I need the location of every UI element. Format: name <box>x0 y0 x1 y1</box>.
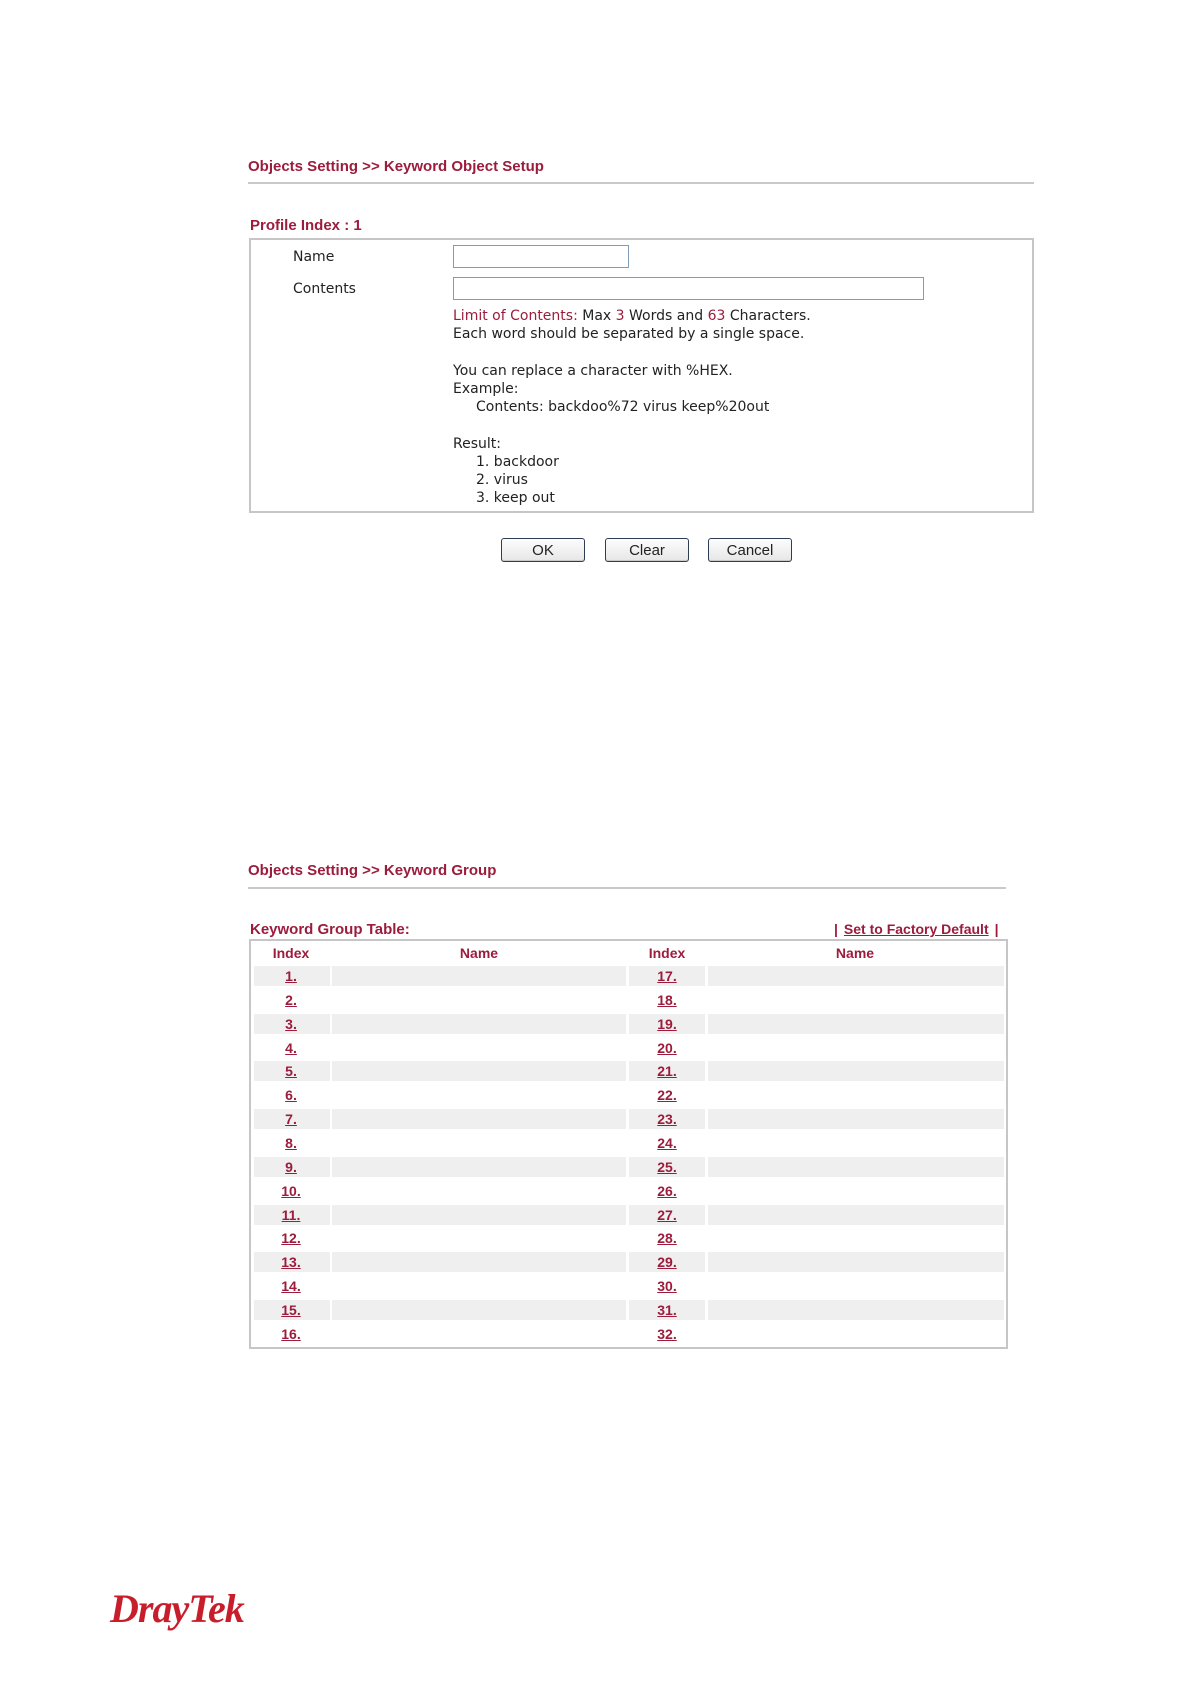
name-cell <box>708 1157 1004 1177</box>
hex-note: You can replace a character with %HEX. <box>453 363 733 379</box>
example-contents: Contents: backdoo%72 virus keep%20out <box>476 399 770 415</box>
group-index-link[interactable]: 4. <box>285 1039 297 1056</box>
ok-button[interactable]: OK <box>501 538 585 562</box>
limit-max-text: Max <box>582 308 612 324</box>
separator-note: Each word should be separated by a single space. <box>453 326 805 342</box>
name-cell <box>708 1061 1004 1081</box>
group-index-link[interactable]: 6. <box>285 1087 297 1104</box>
result-item: 2. virus <box>476 472 528 488</box>
name-cell <box>332 1252 626 1272</box>
limit-words-text: Words and <box>629 308 704 324</box>
name-cell <box>708 1324 1004 1344</box>
name-input[interactable] <box>453 245 629 268</box>
table-row <box>0 1157 1190 1179</box>
result-label: Result: <box>453 436 501 452</box>
name-cell <box>708 1014 1004 1034</box>
group-index-link[interactable]: 7. <box>285 1111 297 1128</box>
name-cell <box>708 1300 1004 1320</box>
name-cell <box>708 966 1004 986</box>
draytek-logo: DrayTek <box>110 1586 244 1631</box>
col-header-name: Name <box>835 945 875 961</box>
name-cell <box>708 990 1004 1010</box>
name-cell <box>332 1157 626 1177</box>
name-cell <box>332 1133 626 1153</box>
group-index-link[interactable]: 19. <box>657 1015 677 1032</box>
col-header-name: Name <box>459 945 499 961</box>
table-row <box>0 1205 1190 1227</box>
table-row <box>0 1252 1190 1274</box>
name-cell <box>332 1085 626 1105</box>
table-row <box>0 1324 1190 1346</box>
name-cell <box>708 1085 1004 1105</box>
group-index-link[interactable]: 14. <box>281 1278 301 1295</box>
table-row <box>0 1300 1190 1322</box>
name-cell <box>332 1300 626 1320</box>
name-cell <box>332 1181 626 1201</box>
factory-default-bar <box>828 921 1005 937</box>
result-item: 3. keep out <box>476 490 555 506</box>
group-index-link[interactable]: 18. <box>657 991 677 1008</box>
contents-label: Contents <box>293 281 356 297</box>
group-index-link[interactable]: 16. <box>281 1325 301 1342</box>
name-cell <box>332 966 626 986</box>
group-index-link[interactable]: 17. <box>657 968 677 984</box>
limit-chars-num: 63 <box>707 308 726 324</box>
table-row <box>0 1014 1190 1036</box>
table-row <box>0 966 1190 988</box>
limit-words-num: 3 <box>615 308 625 324</box>
name-cell <box>708 1109 1004 1129</box>
table-row <box>0 1061 1190 1083</box>
limit-label: Limit of Contents: <box>453 308 578 324</box>
group-index-link[interactable]: 10. <box>281 1182 301 1199</box>
name-cell <box>332 1038 626 1058</box>
separator-pipe: | <box>994 921 999 937</box>
name-cell <box>332 1324 626 1344</box>
setup-divider <box>248 182 1034 184</box>
group-index-link[interactable]: 28. <box>657 1230 677 1247</box>
name-cell <box>708 1252 1004 1272</box>
name-cell <box>332 1061 626 1081</box>
group-index-link[interactable]: 21. <box>657 1063 677 1080</box>
name-cell <box>332 1109 626 1129</box>
name-cell <box>708 1205 1004 1225</box>
example-label: Example: <box>453 381 519 397</box>
name-label: Name <box>293 249 335 265</box>
group-index-link[interactable]: 22. <box>657 1087 677 1104</box>
profile-index-title: Profile Index : 1 <box>250 217 362 234</box>
name-cell <box>708 1181 1004 1201</box>
table-row <box>0 1109 1190 1131</box>
name-cell <box>332 1014 626 1034</box>
group-index-link[interactable]: 12. <box>281 1230 301 1247</box>
group-index-link[interactable]: 25. <box>657 1158 677 1175</box>
group-index-link[interactable]: 1. <box>285 968 297 984</box>
table-row <box>0 1228 1190 1250</box>
group-index-link[interactable]: 24. <box>657 1134 677 1151</box>
group-index-link[interactable]: 8. <box>285 1134 297 1151</box>
separator-pipe: | <box>834 921 838 937</box>
name-cell <box>332 1276 626 1296</box>
group-index-link[interactable]: 11. <box>281 1206 301 1223</box>
name-cell <box>332 1228 626 1248</box>
group-index-link[interactable]: 3. <box>285 1015 297 1032</box>
group-index-link[interactable]: 13. <box>281 1254 301 1271</box>
table-row <box>0 990 1190 1012</box>
set-factory-default-link[interactable]: Set to Factory Default <box>843 921 989 937</box>
group-index-link[interactable]: 23. <box>657 1111 677 1128</box>
table-row <box>0 1085 1190 1107</box>
col-header-index: Index <box>272 945 310 961</box>
table-row <box>0 1276 1190 1298</box>
name-cell <box>708 1038 1004 1058</box>
group-index-link[interactable]: 32. <box>657 1325 677 1342</box>
group-index-link[interactable]: 31. <box>657 1301 677 1318</box>
cancel-button[interactable]: Cancel <box>708 538 792 562</box>
group-table-title: Keyword Group Table: <box>250 921 410 938</box>
group-index-link[interactable]: 9. <box>285 1158 297 1175</box>
limit-chars-text: Characters. <box>729 308 811 324</box>
name-cell <box>332 990 626 1010</box>
table-row <box>0 1038 1190 1060</box>
group-divider <box>248 887 1006 889</box>
name-cell <box>708 1228 1004 1248</box>
setup-breadcrumb: Objects Setting >> Keyword Object Setup <box>248 158 544 175</box>
group-index-link[interactable]: 2. <box>285 991 297 1008</box>
group-breadcrumb: Objects Setting >> Keyword Group <box>248 862 497 879</box>
group-index-link[interactable]: 15. <box>281 1301 301 1318</box>
contents-input[interactable] <box>453 277 924 300</box>
group-index-link[interactable]: 26. <box>657 1182 677 1199</box>
limit-note <box>453 307 811 325</box>
name-cell <box>708 1133 1004 1153</box>
table-row <box>0 1181 1190 1203</box>
name-cell <box>332 1205 626 1225</box>
group-index-link[interactable]: 27. <box>657 1206 677 1223</box>
group-index-link[interactable]: 29. <box>657 1254 677 1271</box>
clear-button[interactable]: Clear <box>605 538 689 562</box>
table-row <box>0 1133 1190 1155</box>
group-index-link[interactable]: 5. <box>285 1063 297 1080</box>
group-index-link[interactable]: 20. <box>657 1039 677 1056</box>
name-cell <box>708 1276 1004 1296</box>
result-item: 1. backdoor <box>476 454 559 470</box>
col-header-index: Index <box>648 945 686 961</box>
group-index-link[interactable]: 30. <box>657 1278 677 1295</box>
